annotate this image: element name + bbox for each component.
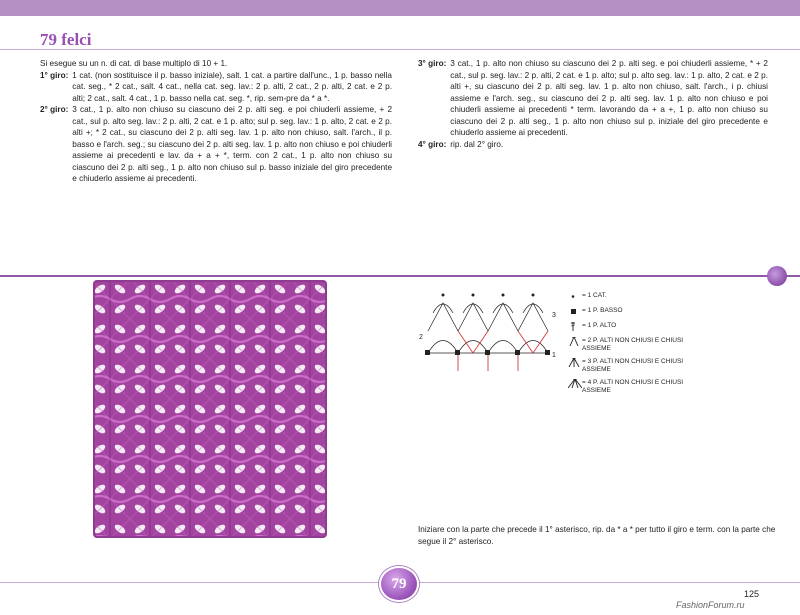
round-label: 3° giro: (418, 59, 447, 68)
row-number-1: 1 (552, 352, 556, 359)
double-crochet-icon (568, 322, 582, 331)
single-crochet-icon (568, 307, 582, 316)
legend-item (568, 358, 708, 373)
round-2 (40, 104, 392, 185)
left-text-column (40, 58, 392, 185)
yarn-ball-icon (767, 266, 787, 286)
legend-item (568, 307, 708, 316)
round-4 (418, 139, 768, 151)
round-text: 1 cat. (non sostituisce il p. basso iniziale), salt. 1 cat. a partire dall'unc., 1 p. basso nella cat. seg., * 2 cat., salt. 4 cat., nella cat. seg. lav.: 2 p. alti, 2 cat., 2 p. alti, 2 cat. e 2 p. alti; 2 cat., salt. 4 cat., 1 p. basso nella cat. seg. *, rip. sem-pre da * a *. (72, 70, 392, 103)
right-text-column (418, 58, 768, 150)
title-divider (0, 49, 800, 50)
legend-label: = 3 P. ALTI NON CHIUSI E CHIUSI ASSIEME (582, 358, 684, 373)
top-color-band (0, 0, 800, 16)
round-label: 2° giro: (40, 105, 69, 114)
row-number-3: 3 (552, 312, 556, 319)
symbol-legend (568, 292, 708, 400)
legend-item (568, 322, 708, 331)
legend-label: = 4 P. ALTI NON CHIUSI E CHIUSI ASSIEME (582, 379, 684, 394)
intro-text: Si esegue su un n. di cat. di base multiplo di 10 + 1. (40, 59, 228, 68)
round-text: rip. dal 2° giro. (450, 139, 504, 149)
dc2tog-icon (568, 337, 582, 346)
legend-label: = 1 CAT. (582, 292, 607, 299)
legend-item (568, 379, 708, 394)
legend-label: = 1 P. BASSO (582, 307, 623, 314)
round-label: 1° giro: (40, 70, 69, 80)
round-text: 3 cat., 1 p. alto non chiuso su ciascuno dei 2 p. alti seg. e poi chiuderli assieme, * + 2 cat., sul p. seg. lav.: 2 p. alti, 2 cat. e 1 p. alto; sul p. alto seg. lav.: 1 p. alto, 2 cat. e 2 p. alti +, su ciascuno dei 2 p. alti seg. lav. 1 p. alto non chiuso, salt. l'arch., i p. chiusi assieme e l'arch. seg., su ciascuno dei 2 p. alti seg. lav. 1 p. alto non chiuso e poi chiuderli assieme ai precedenti * term. lavorando da + a +, 1 p. alto non chiuso su ciascuno dei 2 p. alti seg., 1 p. alto non chiuso sul p. iniziale del giro precedente e chiuderlo assieme ai precedenti. (450, 59, 768, 137)
pattern-number-badge: 79 (379, 566, 419, 602)
round-1 (40, 70, 392, 105)
legend-label: = 2 P. ALTI NON CHIUSI E CHIUSI ASSIEME (582, 337, 684, 352)
crochet-swatch-photo (90, 279, 330, 541)
page-title: 79 felci (40, 30, 92, 49)
legend-label: = 1 P. ALTO (582, 322, 617, 329)
dc3tog-icon (568, 358, 582, 367)
round-text: 3 cat., 1 p. alto non chiuso su ciascuno dei 2 p. alti seg. e poi chiuderli assieme, + 2 cat., sul p. alto seg. lav.: 2 p. alti, 2 cat. e 1 p. alto; sul p. seg. lav.: 1 p. alto, 2 cat. e 2 p. alti +; * 2 cat., su ciascuno dei 2 p. alti seg. lav. 1 p. alto non chiuso, salt. l'arch., il p. basso e l'arch. seg.; su ciascuno dei 2 p. alti seg. lav. 1 p. alto non chiuso e poi chiuderli assieme ai precedenti e lav. da + a + *, term. con 2 cat., 1 p. alto non chiuso su ciascuno dei 2 p. alti seg., 1 p. alto non chiuso sul p. basso iniziale del giro precedente e chiuderlo assieme ai precedenti. (72, 105, 392, 183)
legend-item (568, 292, 708, 301)
dc4tog-icon (568, 379, 582, 388)
chain-icon (568, 292, 582, 301)
legend-item (568, 337, 708, 352)
row-number-2: 2 (419, 334, 423, 341)
round-3 (418, 58, 768, 139)
pattern-instructions: Iniziare con la parte che precede il 1° asterisco, rip. da * a * per tutto il giro e term. con la parte che segue il 2° asterisco. (418, 525, 776, 546)
watermark: FashionForum.ru (676, 600, 745, 610)
yarn-divider-line (0, 275, 800, 277)
stitch-diagram (418, 283, 558, 383)
page-number: 125 (744, 589, 760, 599)
round-label: 4° giro: (418, 139, 447, 149)
